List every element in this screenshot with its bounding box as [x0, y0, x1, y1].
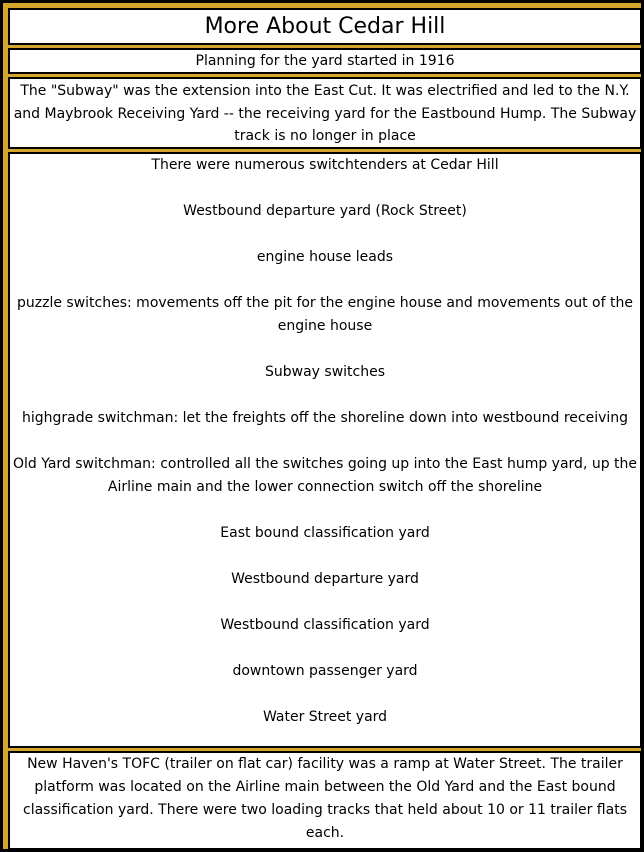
switchtenders-cell	[8, 152, 642, 748]
tofc-paragraph: New Haven's TOFC (trailer on flat car) facility was a ramp at Water Street. The trailer platform was located on the Airline main between the Old Yard and the East bound classification yard. There were two loading tracks that held about 10 or 11 trailer flats each.	[23, 756, 627, 841]
list-item: highgrade switchman: let the freights off the shoreline down into westbound receiving	[21, 410, 629, 426]
list-item: East bound classification yard	[220, 525, 430, 541]
list-item: engine house leads	[256, 249, 394, 265]
subway-paragraph: The "Subway" was the extension into the East Cut. It was electrified and led to the N.Y. and Maybrook Receiving Yard -- the receiving yard for the Eastbound Hump. The Subway track is no longer in place	[13, 83, 637, 144]
list-item: Westbound classification yard	[220, 617, 430, 633]
list-item: Old Yard switchman: controlled all the switches going up into the East hump yard, up the Airline main and the lower connection switch off the shoreline	[12, 456, 638, 495]
title-cell	[8, 8, 642, 45]
list-item: Westbound departure yard	[231, 571, 419, 587]
tofc-cell	[8, 751, 642, 850]
subtitle-cell	[8, 48, 642, 74]
planning-note: Planning for the yard started in 1916	[195, 53, 455, 69]
list-item: downtown passenger yard	[232, 663, 418, 679]
page-title: More About Cedar Hill	[204, 14, 446, 39]
list-item: Water Street yard	[262, 709, 388, 725]
list-item: There were numerous switchtenders at Cedar Hill	[151, 157, 499, 173]
list-item: Westbound departure yard (Rock Street)	[183, 203, 467, 219]
subway-cell	[8, 77, 642, 149]
list-item: puzzle switches: movements off the pit for the engine house and movements out of the engine house	[17, 295, 633, 334]
list-item: Subway switches	[264, 364, 385, 380]
